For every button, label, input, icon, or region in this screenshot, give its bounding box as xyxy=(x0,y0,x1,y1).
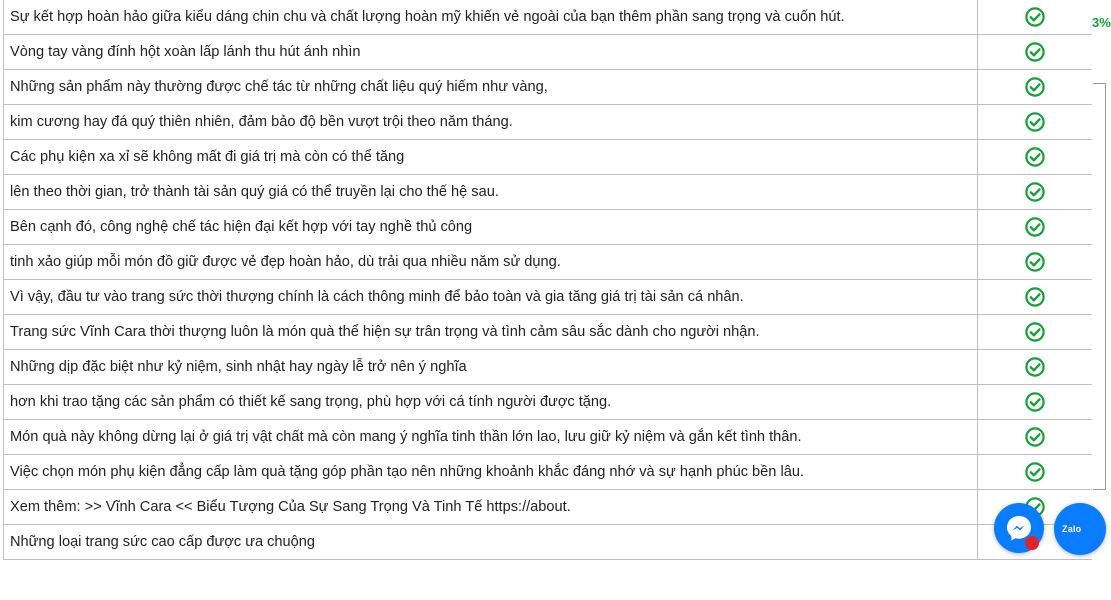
row-text: Sự kết hợp hoàn hảo giữa kiểu dáng chin chu và chất lượng hoàn mỹ khiến vẻ ngoài của bạn thêm phần sang trọng và cuốn hút. xyxy=(4,0,978,34)
check-cell xyxy=(978,455,1092,489)
check-cell xyxy=(978,0,1092,34)
partial-percent-text: 3% xyxy=(1092,15,1111,30)
row-text: lên theo thời gian, trở thành tài sản quý giá có thể truyền lại cho thế hệ sau. xyxy=(4,175,978,209)
check-circle-icon xyxy=(1025,7,1045,27)
table-row xyxy=(3,35,1092,70)
table-row xyxy=(3,315,1092,350)
check-circle-icon xyxy=(1025,112,1045,132)
check-circle-icon xyxy=(1025,322,1045,342)
row-text: Món quà này không dừng lại ở giá trị vật chất mà còn mang ý nghĩa tinh thần lớn lao, lưu giữ kỷ niệm và gắn kết tình thân. xyxy=(4,420,978,454)
zalo-label: Zalo xyxy=(1062,524,1082,534)
row-text: Vòng tay vàng đính hột xoàn lấp lánh thu hút ánh nhìn xyxy=(4,35,978,69)
table-row xyxy=(3,280,1092,315)
table-row xyxy=(3,70,1092,105)
row-text: Những loại trang sức cao cấp được ưa chuộng xyxy=(4,525,978,559)
table-row xyxy=(3,105,1092,140)
check-cell xyxy=(978,420,1092,454)
check-cell xyxy=(978,105,1092,139)
check-circle-icon xyxy=(1025,392,1045,412)
check-cell xyxy=(978,350,1092,384)
row-text: Những sản phẩm này thường được chế tác từ những chất liệu quý hiếm như vàng, xyxy=(4,70,978,104)
table-row xyxy=(3,420,1092,455)
check-circle-icon xyxy=(1025,217,1045,237)
row-text: Việc chọn món phụ kiện đẳng cấp làm quà tặng góp phần tạo nên những khoảnh khắc đáng nhớ và sự hạnh phúc bền lâu. xyxy=(4,455,978,489)
table-row xyxy=(3,455,1092,490)
row-text: Trang sức Vĩnh Cara thời thượng luôn là món quà thể hiện sự trân trọng và tình cảm sâu sắc dành cho người nhận. xyxy=(4,315,978,349)
check-cell xyxy=(978,210,1092,244)
check-cell xyxy=(978,280,1092,314)
check-cell xyxy=(978,385,1092,419)
row-text: kim cương hay đá quý thiên nhiên, đảm bảo độ bền vượt trội theo năm tháng. xyxy=(4,105,978,139)
row-text: Xem thêm: >> Vĩnh Cara << Biểu Tượng Của Sự Sang Trọng Và Tinh Tế https://about. xyxy=(4,490,978,524)
row-text: Vì vậy, đầu tư vào trang sức thời thượng chính là cách thông minh để bảo toàn và gia tăng giá trị tài sản cá nhân. xyxy=(4,280,978,314)
table-row xyxy=(3,350,1092,385)
check-circle-icon xyxy=(1025,357,1045,377)
row-text: Các phụ kiện xa xỉ sẽ không mất đi giá trị mà còn có thể tăng xyxy=(4,140,978,174)
right-edge-tick xyxy=(1093,489,1106,490)
check-cell xyxy=(978,140,1092,174)
table-row xyxy=(3,490,1092,525)
check-cell xyxy=(978,245,1092,279)
check-circle-icon xyxy=(1025,42,1045,62)
zalo-chat-button[interactable] xyxy=(1054,503,1106,555)
check-circle-icon xyxy=(1025,427,1045,447)
table-row xyxy=(3,140,1092,175)
check-cell xyxy=(978,315,1092,349)
check-cell xyxy=(978,70,1092,104)
check-circle-icon xyxy=(1025,287,1045,307)
row-text: tinh xảo giúp mỗi món đồ giữ được vẻ đẹp hoàn hảo, dù trải qua nhiều năm sử dụng. xyxy=(4,245,978,279)
check-circle-icon xyxy=(1025,462,1045,482)
row-text: Những dịp đặc biệt như kỷ niệm, sinh nhật hay ngày lễ trở nên ý nghĩa xyxy=(4,350,978,384)
check-circle-icon xyxy=(1025,147,1045,167)
row-text: hơn khi trao tặng các sản phẩm có thiết kế sang trọng, phù hợp với cá tính người được tặng. xyxy=(4,385,978,419)
check-circle-icon xyxy=(1025,77,1045,97)
check-circle-icon xyxy=(1025,252,1045,272)
table-row xyxy=(3,525,1092,560)
table-row xyxy=(3,210,1092,245)
check-circle-icon xyxy=(1025,182,1045,202)
table-row xyxy=(3,385,1092,420)
check-cell xyxy=(978,35,1092,69)
table-row xyxy=(3,0,1092,35)
table-row xyxy=(3,245,1092,280)
feature-table xyxy=(3,0,1092,560)
notification-dot xyxy=(1025,536,1039,550)
check-cell xyxy=(978,175,1092,209)
row-text: Bên cạnh đó, công nghệ chế tác hiện đại kết hợp với tay nghề thủ công xyxy=(4,210,978,244)
table-row xyxy=(3,175,1092,210)
right-edge-border xyxy=(1105,83,1106,490)
right-edge-tick xyxy=(1093,83,1106,84)
